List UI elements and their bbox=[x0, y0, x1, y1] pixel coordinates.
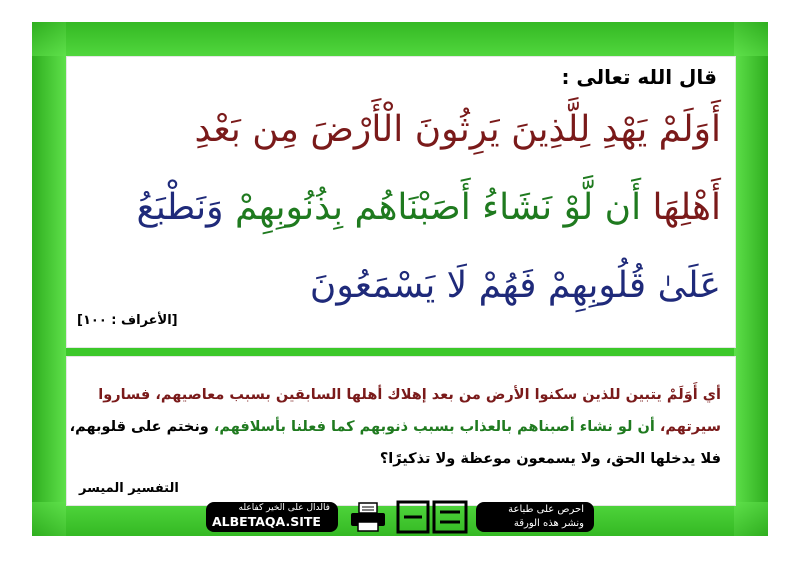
verse-line-2-part-2: أَن لَّوْ نَشَاءُ أَصَبْنَاهُم بِذُنُوبِهِمْ bbox=[223, 187, 642, 228]
verse-panel bbox=[66, 56, 736, 348]
tafsir-line-1: أي أَوَلَمْ يتبين للذين سكنوا الأرض من بعد إهلاك أهلها السابقين بسبب معاصيهم، فساروا bbox=[98, 387, 721, 403]
frame-bevel-right bbox=[734, 22, 768, 536]
tafsir-panel bbox=[66, 356, 736, 506]
site-url: ALBETAQA.SITE bbox=[212, 514, 321, 529]
print-reminder-line-1: احرص على طباعة bbox=[508, 504, 584, 515]
tafsir-line-2 bbox=[70, 419, 721, 435]
tafsir-line-2-part-1: سيرتهم، bbox=[654, 419, 721, 435]
site-tagline: فالدال على الخير كفاعله bbox=[238, 503, 330, 513]
site-badge bbox=[206, 502, 338, 532]
printer-icon bbox=[348, 502, 388, 532]
tafsir-line-2-part-3: ونختم على قلوبهم، bbox=[69, 419, 209, 435]
verse-reference: [الأعراف : ١٠٠] bbox=[77, 313, 178, 328]
footer-bar bbox=[206, 500, 594, 534]
tafsir-source: التفسير الميسر bbox=[79, 481, 179, 496]
verse-heading: قال الله تعالى : bbox=[561, 65, 717, 89]
verse-line-1: أَوَلَمْ يَهْدِ لِلَّذِينَ يَرِثُونَ الْأَرْضَ مِن بَعْدِ bbox=[194, 109, 721, 150]
verse-line-3: عَلَىٰ قُلُوبِهِمْ فَهُمْ لَا يَسْمَعُونَ bbox=[309, 265, 721, 306]
verse-line-2 bbox=[137, 187, 721, 228]
print-reminder-badge bbox=[476, 502, 594, 532]
print-reminder-line-2: ونشر هذه الورقة bbox=[513, 518, 584, 529]
tafsir-line-2-part-2: أن لو نشاء أصبناهم بالعذاب بسبب ذنوبهم كما فعلنا بأسلافهم، bbox=[208, 419, 655, 435]
frame-bevel-left bbox=[32, 22, 66, 536]
frame-bevel-top bbox=[32, 22, 768, 56]
verse-line-2-part-3: وَنَطْبَعُ bbox=[136, 187, 224, 228]
verse-line-2-part-1: أَهْلِهَا bbox=[641, 187, 721, 228]
albetaqa-logo bbox=[396, 500, 468, 534]
tafsir-line-3: فلا يدخلها الحق، ولا يسمعون موعظة ولا تذكيرًا؟ bbox=[379, 451, 721, 467]
